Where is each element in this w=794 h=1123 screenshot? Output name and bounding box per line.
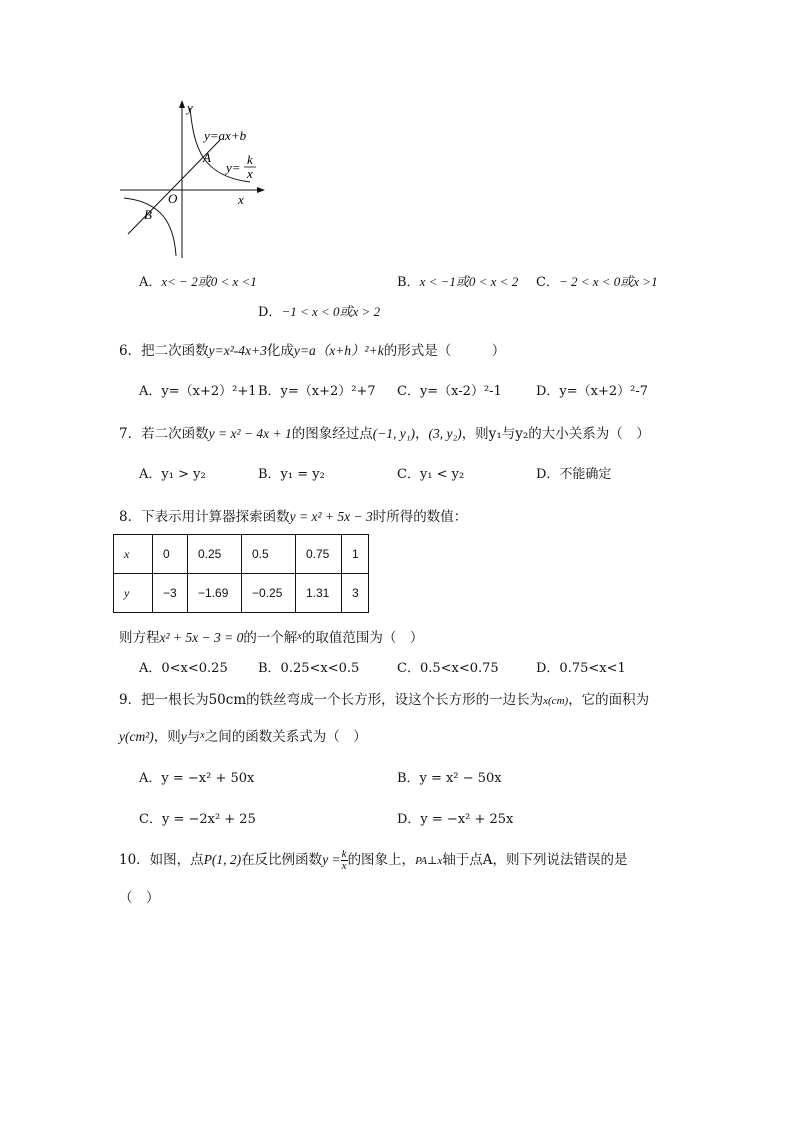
q10-stem-point: P(1, 2)	[203, 852, 242, 867]
table-row-y	[114, 574, 369, 613]
hyperbola-branch-q1	[190, 108, 250, 182]
q7-stem-mid: 的图象经过点	[291, 426, 373, 442]
table-cell: 1	[342, 535, 369, 574]
x-axis-label: x	[238, 192, 244, 207]
y-axis-arrow	[179, 100, 185, 108]
q10-stem-func-prefix: y =	[322, 852, 341, 867]
q10-stem	[119, 848, 628, 872]
q5-option-a[interactable]	[139, 271, 257, 290]
q9-line1-post: ，它的面积为	[568, 692, 650, 708]
q6-stem-post: 的形式是（ ）	[383, 343, 506, 359]
curve-equation-denominator: x	[247, 166, 253, 181]
table-cell: −0.25	[242, 574, 296, 613]
q8-followup-post: 的取值范围为（ ）	[301, 630, 424, 646]
q8-followup-pre: 则方程	[119, 630, 160, 646]
q5-option-c-text: − 2 < x < 0或x >1	[558, 274, 658, 289]
q8-stem	[119, 505, 467, 525]
q8-followup-equation: x² + 5x − 3 = 0	[159, 630, 244, 645]
q7-stem-point2: (3, y₂)	[428, 426, 462, 441]
q9-line2-x: x	[200, 730, 205, 741]
q9-stem-line2	[119, 725, 367, 745]
q6-stem	[119, 339, 505, 359]
q7-stem-function: y = x² − 4x + 1	[208, 426, 292, 441]
q9-line1-var: x(cm)	[543, 695, 569, 707]
q7-stem-point1: (−1, y₁)	[372, 426, 415, 441]
table-cell: 0	[153, 535, 188, 574]
q6-stem-function: y=x²-4x+3	[208, 343, 267, 358]
q5-option-a-text: x< − 2或0 < x <1	[161, 274, 257, 289]
q6-stem-mid: 化成	[266, 343, 294, 359]
q8-option-b[interactable]: B．0.25<x<0.5	[258, 661, 360, 676]
table-row-x	[114, 535, 369, 574]
q9-line2-var: y(cm²)	[119, 729, 154, 744]
q10-stem-fraction	[341, 849, 348, 872]
q6-option-b[interactable]: B．y=（x+2）²+7	[258, 384, 376, 399]
x-axis-arrow	[257, 187, 265, 193]
q10-stem-mid2: 的图象上，	[347, 852, 416, 868]
table-cell: −3	[153, 574, 188, 613]
q8-option-d[interactable]: D．0.75<x<1	[536, 661, 626, 676]
origin-label: O	[168, 191, 178, 206]
q6-option-c[interactable]: C．y=（x-2）²-1	[397, 384, 502, 399]
q5-option-d-text: −1 < x < 0或x > 2	[281, 304, 381, 319]
q10-answer-blank[interactable]: （ ）	[119, 890, 160, 906]
curve-equation-numerator: k	[247, 152, 253, 167]
table-cell: 0.5	[242, 535, 296, 574]
q6-stem-form: y=a（x+h）²+k	[293, 343, 384, 358]
q6-option-a[interactable]: A．y=（x+2）²+1	[139, 384, 257, 399]
q8-followup-var: x	[297, 631, 302, 642]
q8-followup-mid: 的一个解	[243, 630, 298, 646]
y-axis-label: y	[187, 100, 193, 115]
q5-option-b-letter: B．	[397, 275, 420, 290]
q5-option-c[interactable]	[536, 271, 658, 290]
q9-line2-post: 之间的函数关系式为（ ）	[204, 729, 367, 745]
table-cell: 1.31	[296, 574, 342, 613]
q9-option-d[interactable]: D．y = −x² + 25x	[397, 812, 514, 827]
q7-option-c[interactable]: C．y₁ < y₂	[397, 467, 465, 482]
q9-line2-y: y	[180, 729, 187, 744]
q7-stem-pre: 7．若二次函数	[119, 426, 209, 442]
q9-option-c[interactable]: C．y = −2x² + 25	[139, 812, 256, 827]
point-a-label: A	[203, 150, 211, 165]
q8-option-c[interactable]: C．0.5<x<0.75	[397, 661, 499, 676]
table-cell: 0.25	[188, 535, 242, 574]
q10-stem-pre: 10．如图，点	[119, 852, 204, 868]
table-cell: −1.69	[188, 574, 242, 613]
q7-option-a[interactable]: A．y₁ > y₂	[139, 467, 206, 482]
q10-fraction-denominator: x	[341, 860, 347, 872]
q5-option-a-letter: A．	[139, 275, 162, 290]
q10-stem-perpendicular: PA⊥x	[415, 855, 443, 867]
function-graph-figure	[110, 98, 280, 263]
q5-option-d-letter: D．	[258, 305, 282, 320]
table-header-x: x	[114, 535, 153, 574]
q9-line2-and: 与	[186, 729, 201, 745]
q7-stem-separator: ，	[415, 426, 429, 442]
q8-stem-function: y = x² + 5x − 3	[289, 509, 373, 524]
table-cell: 0.75	[296, 535, 342, 574]
q6-stem-pre: 6．把二次函数	[119, 343, 209, 359]
q5-option-b-text: x < −1或0 < x < 2	[419, 274, 519, 289]
table-header-y: y	[114, 574, 153, 613]
q10-stem-mid: 在反比例函数	[241, 852, 323, 868]
q7-option-d[interactable]: D．不能确定	[536, 467, 612, 482]
q9-option-a[interactable]: A．y = −x² + 50x	[139, 771, 255, 786]
q9-option-b[interactable]: B．y = x² − 50x	[397, 771, 502, 786]
q10-stem-post: 轴于点A，则下列说法错误的是	[442, 852, 628, 868]
q5-option-d[interactable]	[258, 301, 380, 320]
point-b-label: B	[144, 207, 152, 222]
q9-stem-line1	[119, 688, 649, 708]
q7-stem-post: ，则y₁与y₂的大小关系为（ ）	[461, 426, 650, 442]
q8-stem-pre: 8．下表示用计算器探索函数	[119, 509, 290, 525]
q7-option-b[interactable]: B．y₁ = y₂	[258, 467, 325, 482]
q8-value-table	[113, 534, 369, 613]
curve-equation-prefix: y=	[226, 160, 241, 175]
q9-line1-text: 9．把一根长为50cm的铁丝弯成一个长方形，设这个长方形的一边长为	[119, 692, 544, 708]
q5-option-b[interactable]	[397, 271, 518, 290]
q8-option-a[interactable]: A．0<x<0.25	[139, 661, 228, 676]
table-cell: 3	[342, 574, 369, 613]
q8-followup	[119, 626, 423, 646]
q5-option-c-letter: C．	[536, 275, 559, 290]
line-equation-label: y=ax+b	[204, 128, 247, 143]
q7-stem	[119, 422, 650, 442]
q8-stem-post: 时所得的数值：	[372, 509, 468, 525]
q10-fraction-numerator: k	[341, 848, 347, 860]
q9-line2-mid: ，则	[153, 729, 181, 745]
q6-option-d[interactable]: D．y=（x+2）²-7	[536, 384, 649, 399]
